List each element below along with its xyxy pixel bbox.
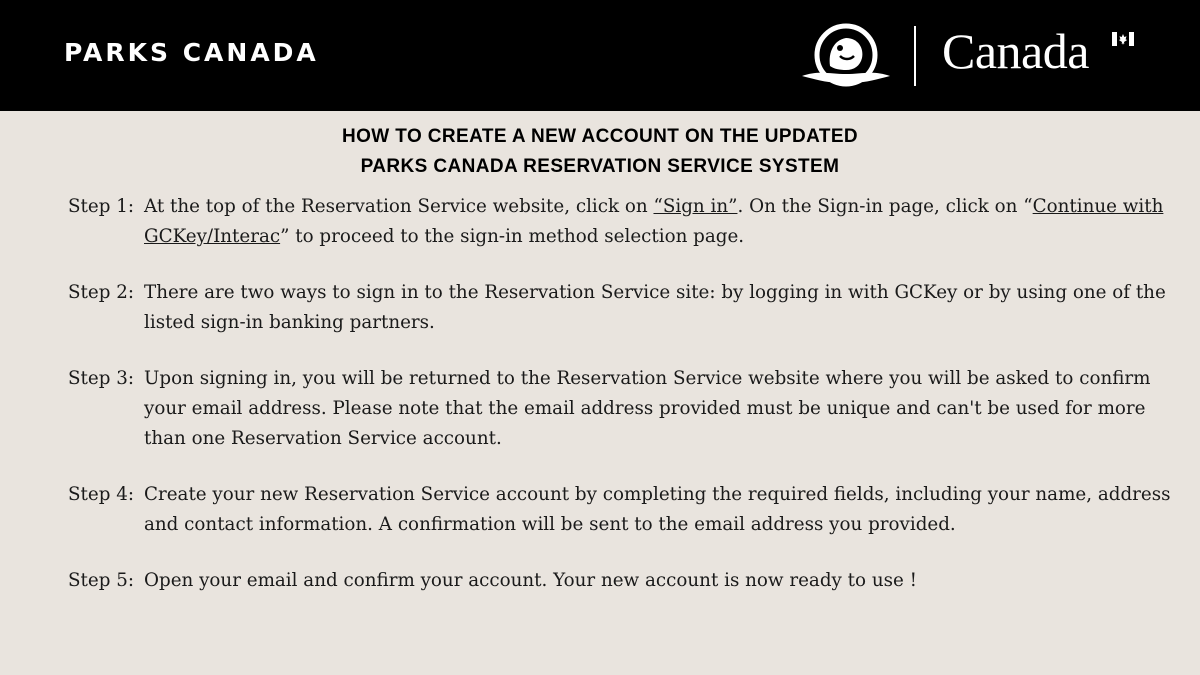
step-text: Create your new Reservation Service account by completing the required fields, including your name, address and contact information. A confirmation will be sent to the email address you provided. bbox=[144, 484, 1171, 535]
step-4 bbox=[68, 480, 1178, 540]
steps-list bbox=[68, 192, 1178, 622]
parks-canada-beaver-icon bbox=[800, 22, 892, 88]
canada-wordmark: Canada bbox=[942, 23, 1089, 79]
canada-flag-icon bbox=[1112, 32, 1134, 46]
step-text-part: ” to proceed to the sign-in method selection page. bbox=[280, 226, 745, 247]
title-line-2: PARKS CANADA RESERVATION SERVICE SYSTEM bbox=[360, 156, 840, 177]
step-label: Step 2: bbox=[68, 282, 134, 303]
step-label: Step 5: bbox=[68, 570, 134, 591]
logo-divider bbox=[914, 26, 916, 86]
step-3 bbox=[68, 364, 1178, 454]
step-text-part: . On the Sign-in page, click on “ bbox=[737, 196, 1033, 217]
step-text: Open your email and confirm your account. Your new account is now ready to use ! bbox=[144, 570, 917, 591]
step-text: There are two ways to sign in to the Reservation Service site: by logging in with GCKey or by using one of the listed sign-in banking partners. bbox=[144, 282, 1166, 333]
step-label: Step 1: bbox=[68, 196, 134, 217]
header-bar bbox=[0, 0, 1200, 111]
step-text-part: At the top of the Reservation Service website, click on bbox=[144, 196, 654, 217]
step-text: Upon signing in, you will be returned to the Reservation Service website where you will be asked to confirm your email address. Please note that the email address provided must be unique and can't be used for more than one Reservation Service account. bbox=[144, 368, 1151, 449]
brand-name: PARKS CANADA bbox=[64, 38, 319, 67]
step-label: Step 3: bbox=[68, 368, 134, 389]
sign-in-link[interactable]: “Sign in” bbox=[653, 196, 738, 217]
step-5 bbox=[68, 566, 1178, 596]
continue-gckey-interac-link[interactable]: Continue with GCKey/Interac bbox=[144, 196, 1164, 247]
step-1 bbox=[68, 192, 1178, 252]
step-2 bbox=[68, 278, 1178, 338]
page-title bbox=[0, 122, 1200, 182]
step-text bbox=[144, 192, 1178, 252]
title-line-1: HOW TO CREATE A NEW ACCOUNT ON THE UPDATED bbox=[341, 126, 859, 147]
step-label: Step 4: bbox=[68, 484, 134, 505]
